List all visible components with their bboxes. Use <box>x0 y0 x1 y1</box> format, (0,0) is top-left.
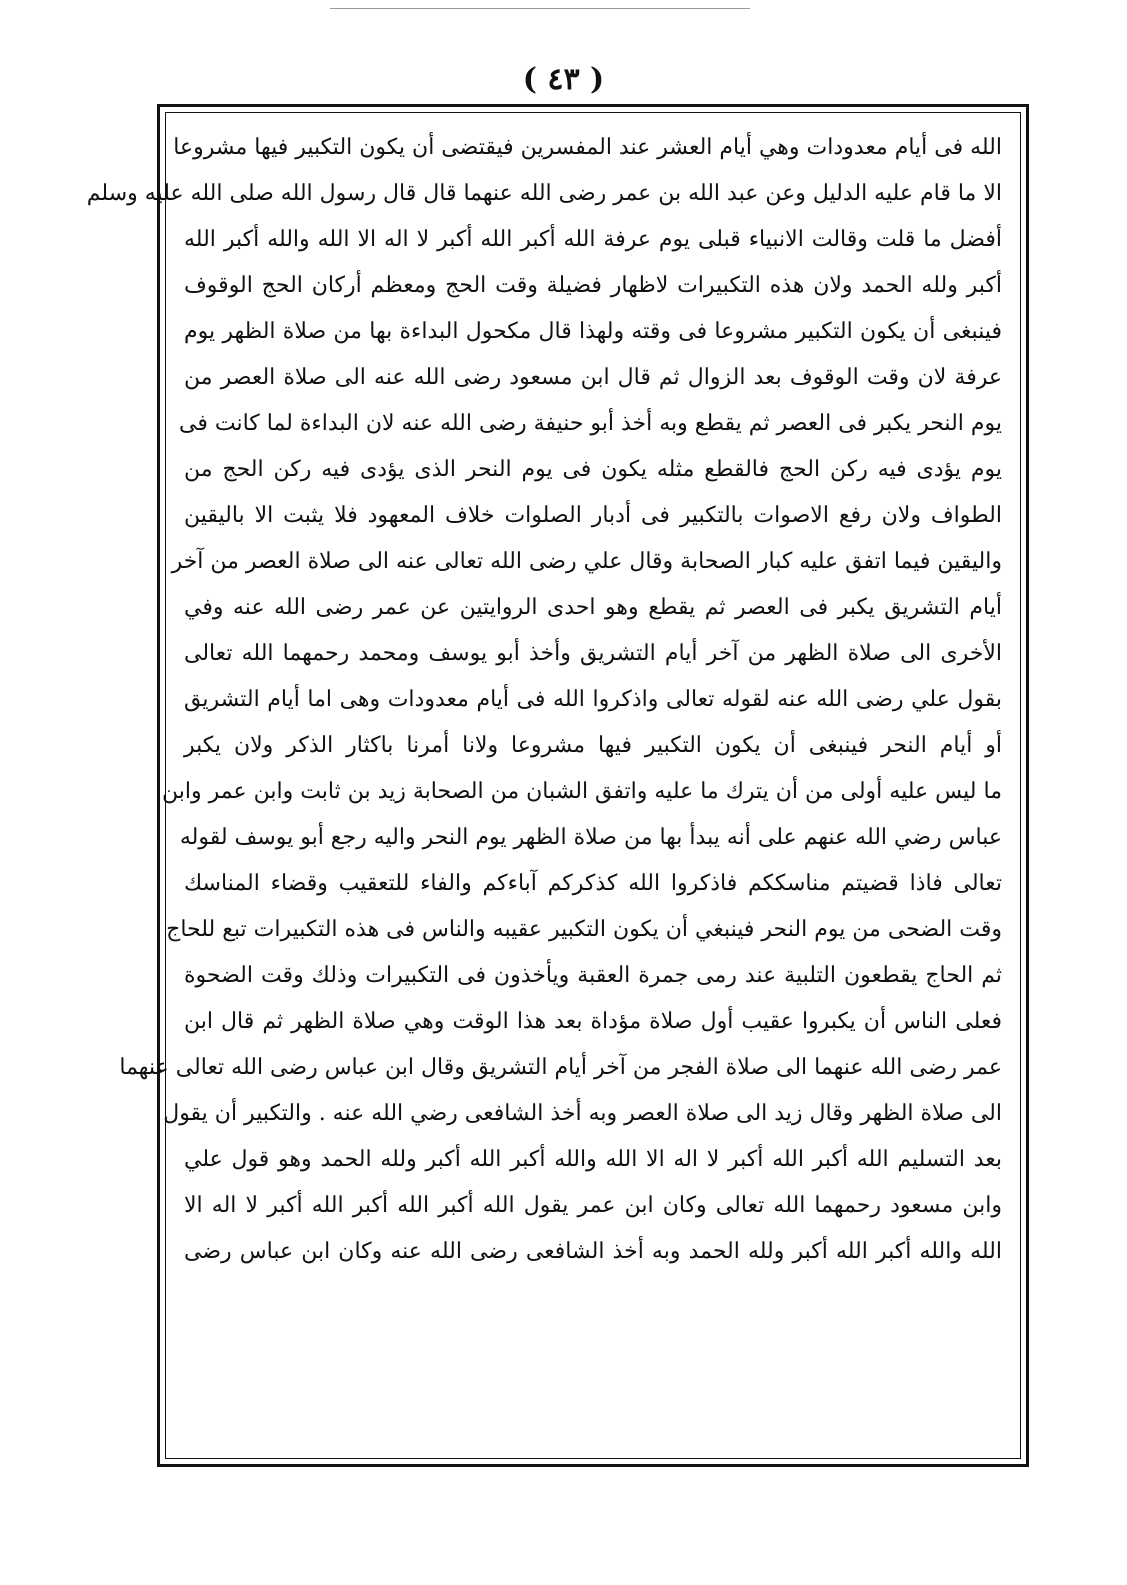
text-line: الله والله أكبر الله أكبر ولله الحمد وبه أخذ الشافعى رضى الله عنه وكان ابن عباس رضى <box>184 1239 1002 1264</box>
text-line: الله فى أيام معدودات وهي أيام العشر عند المفسرين فيقتضى أن يكون التكبير فيها مشروعا <box>173 135 1002 160</box>
text-line: أيام التشريق يكبر فى العصر ثم يقطع وهو احدى الروايتين عن عمر رضى الله عنه وفي <box>184 595 1002 620</box>
text-line: أكبر ولله الحمد ولان هذه التكبيرات لاظهار فضيلة وقت الحج ومعظم أركان الحج الوقوف <box>184 273 1002 298</box>
text-line: أفضل ما قلت وقالت الانبياء قبلى يوم عرفة الله أكبر الله أكبر لا اله الا الله والله أكبر الله <box>184 227 1002 252</box>
text-line: تعالى فاذا قضيتم مناسككم فاذكروا الله كذكركم آباءكم والفاء للتعقيب وقضاء المناسك <box>184 871 1002 896</box>
text-line: واليقين فيما اتفق عليه كبار الصحابة وقال علي رضى الله تعالى عنه الى صلاة العصر من آخر <box>171 549 1002 574</box>
text-line: أو أيام النحر فينبغى أن يكون التكبير فيها مشروعا ولانا أمرنا باكثار الذكر ولان يكبر <box>184 733 1003 758</box>
body-text <box>86 125 1003 1275</box>
text-line: ما ليس عليه أولى من أن يترك ما عليه واتفق الشبان من الصحابة زيد بن ثابت وابن عمر وابن <box>162 779 1002 804</box>
text-line: وابن مسعود رحمهما الله تعالى وكان ابن عمر يقول الله أكبر الله أكبر الله أكبر لا اله الا <box>184 1193 1002 1218</box>
text-line: فينبغى أن يكون التكبير مشروعا فى وقته ولهذا قال مكحول البداءة بها من صلاة الظهر يوم <box>184 319 1002 344</box>
text-line: يوم النحر يكبر فى العصر ثم يقطع وبه أخذ أبو حنيفة رضى الله عنه لان البداءة لما كانت فى <box>179 411 1002 436</box>
text-line: بعد التسليم الله أكبر الله أكبر لا اله الا الله والله أكبر الله أكبر ولله الحمد وهو قول علي <box>184 1147 1002 1172</box>
page-frame-inner <box>86 112 1021 1459</box>
page-frame <box>86 104 1029 1467</box>
text-line: بقول علي رضى الله عنه لقوله تعالى واذكروا الله فى أيام معدودات وهى اما أيام التشريق <box>184 687 1002 712</box>
top-rule <box>330 8 750 9</box>
text-line: الى صلاة الظهر وقال زيد الى صلاة العصر وبه أخذ الشافعى رضي الله عنه . والتكبير أن يقول <box>163 1101 1002 1126</box>
text-line: الأخرى الى صلاة الظهر من آخر أيام التشريق وأخذ أبو يوسف ومحمد رحمهما الله تعالى <box>184 641 1002 666</box>
text-line: فعلى الناس أن يكبروا عقيب أول صلاة مؤداة بعد هذا الوقت وهي صلاة الظهر ثم قال ابن <box>184 1009 1002 1034</box>
text-line: عرفة لان وقت الوقوف بعد الزوال ثم قال ابن مسعود رضى الله عنه الى صلاة العصر من <box>184 365 1002 390</box>
text-line: عباس رضي الله عنهم على أنه يبدأ بها من صلاة الظهر يوم النحر واليه رجع أبو يوسف لقوله <box>179 825 1002 850</box>
text-line: الا ما قام عليه الدليل وعن عبد الله بن عمر رضى الله عنهما قال قال رسول الله صلى الله عليه وسلم <box>86 181 1002 206</box>
text-line: ثم الحاج يقطعون التلبية عند رمى جمرة العقبة ويأخذون فى التكبيرات وذلك وقت الضحوة <box>184 963 1002 988</box>
text-line: يوم يؤدى فيه ركن الحج فالقطع مثله يكون فى يوم النحر الذى يؤدى فيه ركن الحج من <box>184 457 1002 482</box>
text-line: الطواف ولان رفع الاصوات بالتكبير فى أدبار الصلوات خلاف المعهود فلا يثبت الا باليقين <box>184 503 1002 528</box>
page-number: ( ٤٣ ) <box>522 62 605 97</box>
text-line: وقت الضحى من يوم النحر فينبغي أن يكون التكبير عقيبه والناس فى هذه التكبيرات تبع للحاج <box>166 917 1002 942</box>
text-line: عمر رضى الله عنهما الى صلاة الفجر من آخر أيام التشريق وقال ابن عباس رضى الله تعالى عنهما <box>119 1055 1002 1080</box>
